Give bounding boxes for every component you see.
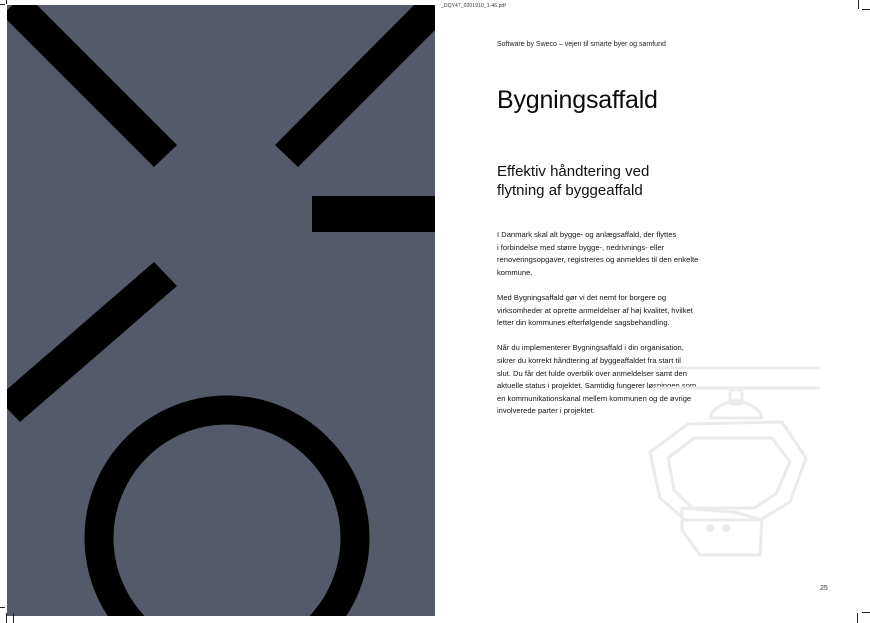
subtitle-line: flytning af byggeaffald [497,182,643,199]
abstract-shapes-illustration [7,5,435,616]
text-line: Med Bygningsaffald gør vi det nemt for borgere og [497,292,667,302]
crop-mark-bottom-left-h [0,607,5,608]
crop-mark-top-left-v [6,0,7,4]
crop-mark-bottom-left-v [6,613,7,623]
text-line: en kommunikationskanal mellem kommunen og de øvrige [497,393,692,403]
text-line: kommune. [497,267,533,277]
hardhat-figure-outline-icon [630,360,820,565]
page-number: 25 [820,585,828,592]
text-line: renoveringsopgaver, registreres og anmeldes til den enkelte [497,255,699,265]
text-line: aktuelle status i projektet. Samtidig fungerer løsningen som [497,381,697,391]
kicker-text: Software by Sweco – vejen til smarte byer og samfund [497,41,666,48]
subtitle [497,162,737,200]
text-line: letter din kommunes efterfølgende sagsbehandling. [497,318,670,328]
horizontal-bar-right [312,196,435,232]
crop-mark-bottom-right-h [862,612,870,613]
text-line: Når du implementerer Bygningsaffald i din organisation, [497,343,684,353]
crop-mark-top-right-h [862,9,870,10]
text-line: involverede parter i projektet. [497,406,595,416]
paragraph [497,292,737,330]
crop-mark-top-right-v [858,0,859,9]
subtitle-line: Effektiv håndtering ved [497,163,650,180]
ring-shape [99,410,355,616]
page-title: Bygningsaffald [497,86,658,114]
text-line: sikrer du korrekt håndtering af byggeaffaldet fra start til [497,355,681,365]
crop-mark-bottom-right-v [857,613,858,623]
graphic-panel [7,5,435,616]
crop-mark-top-left-h [0,4,5,5]
diagonal-bar-top-left [7,5,177,167]
crop-mark-bottom-center-v [13,613,14,623]
text-line: I Danmark skal alt bygge- og anlægsaffald, der flyttes [497,230,677,239]
paragraph [497,229,737,279]
diagonal-bar-top-right [275,5,435,167]
text-line: slut. Du får det fulde overblik over anmeldelser samt den [497,368,687,378]
diagonal-bar-left [7,262,177,422]
text-line: i forbindelse med større bygge-, nedrivnings- eller [497,242,665,252]
text-line: virksomheder at oprette anmeldelser af høj kvalitet, hvilket [497,305,693,315]
pdf-filename: _DQY47_0201910_1-46.pdf [441,3,506,9]
